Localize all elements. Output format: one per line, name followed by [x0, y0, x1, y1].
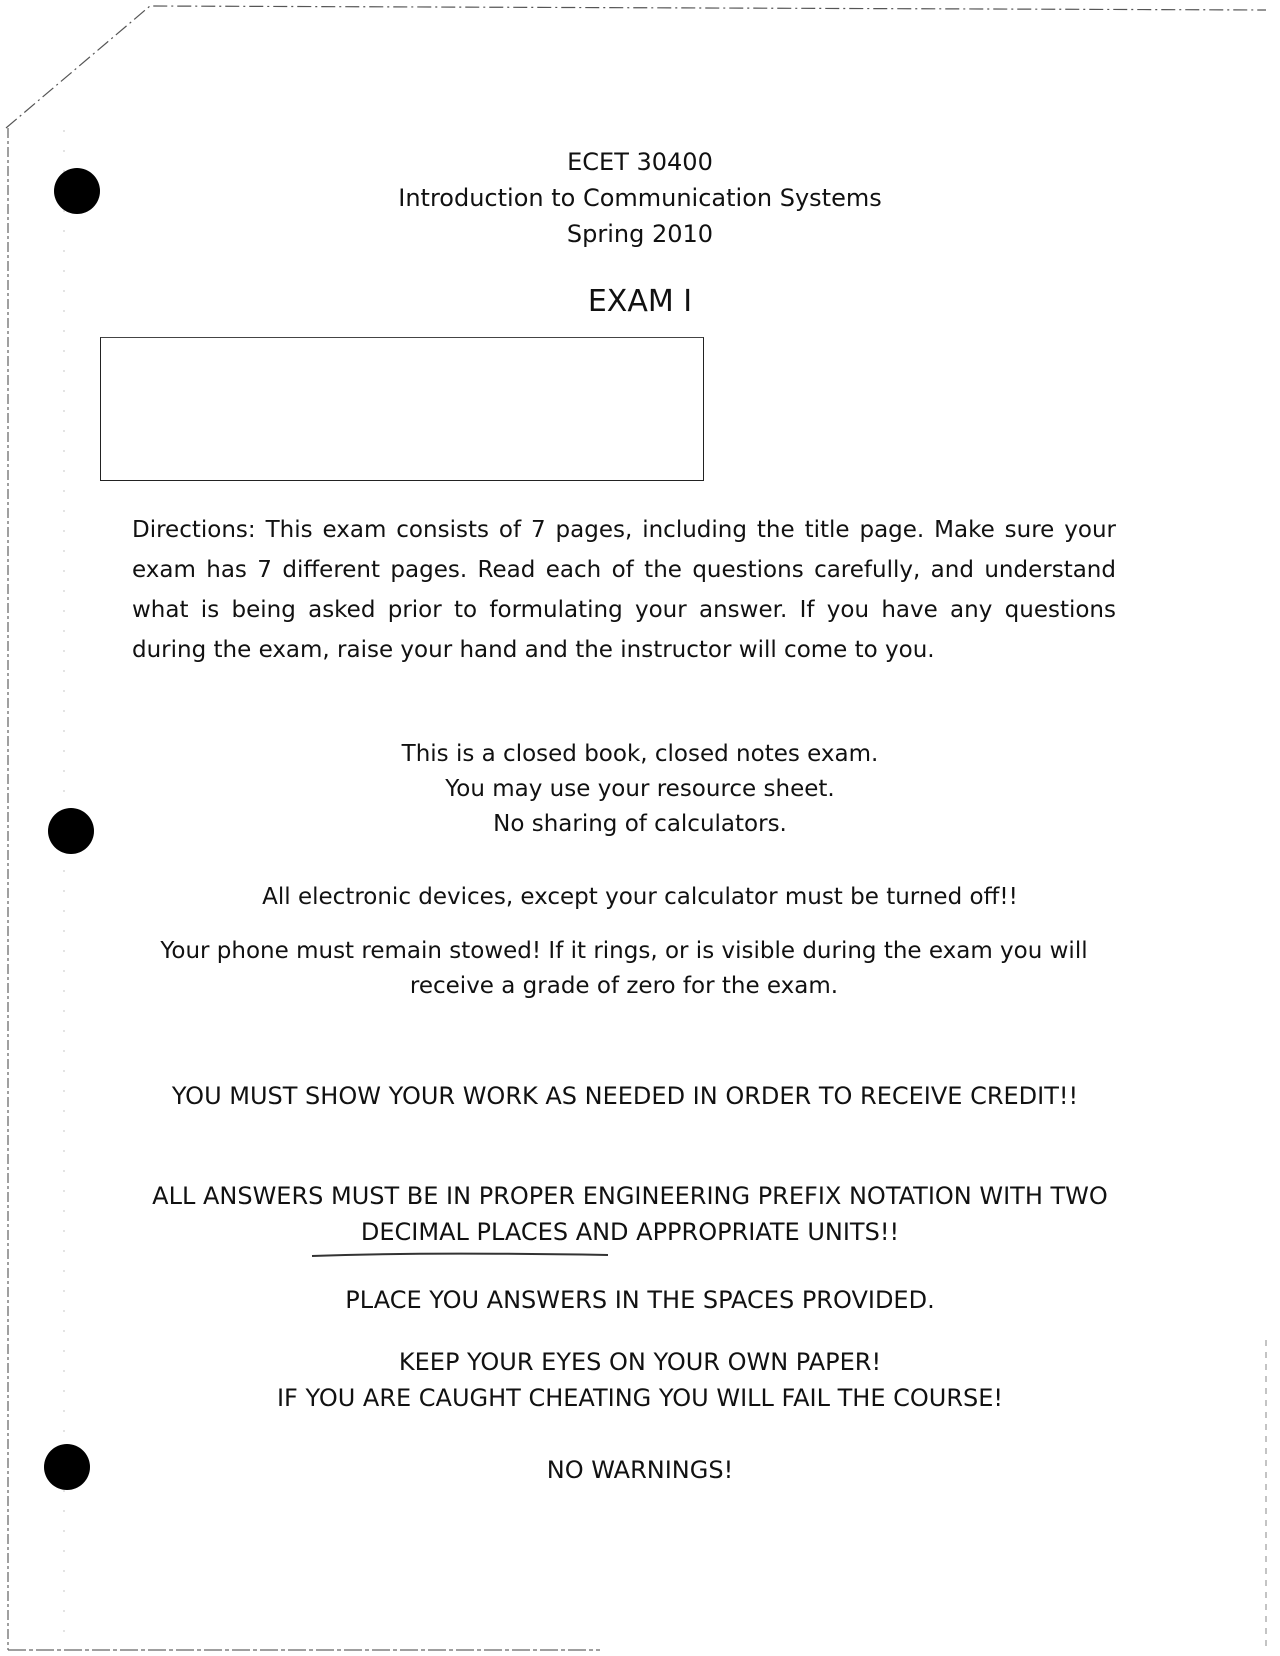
- calculator-rule: No sharing of calculators.: [493, 811, 787, 837]
- no-warnings-rule: NO WARNINGS!: [546, 1456, 734, 1484]
- name-entry-box[interactable]: [100, 337, 704, 481]
- closed-book-rule: This is a closed book, closed notes exam.: [401, 741, 879, 767]
- show-work-rule: YOU MUST SHOW YOUR WORK AS NEEDED IN ORDER TO RECEIVE CREDIT!!: [171, 1082, 1079, 1110]
- resource-sheet-rule: You may use your resource sheet.: [445, 776, 835, 802]
- exam-term: Spring 2010: [566, 220, 714, 248]
- phone-rule: Your phone must remain stowed! If it rings, or is visible during the exam you will receive a grade of zero for the exam.: [160, 938, 1088, 999]
- electronic-devices-rule: All electronic devices, except your calculator must be turned off!!: [262, 884, 1018, 910]
- exam-title: EXAM I: [587, 284, 693, 319]
- place-answers-rule: PLACE YOU ANSWERS IN THE SPACES PROVIDED.: [345, 1286, 935, 1314]
- eyes-rule: KEEP YOUR EYES ON YOUR OWN PAPER!: [398, 1348, 882, 1376]
- cheating-rule: IF YOU ARE CAUGHT CHEATING YOU WILL FAIL THE COURSE!: [276, 1384, 1004, 1412]
- notation-rule: ALL ANSWERS MUST BE IN PROPER ENGINEERING PREFIX NOTATION WITH TWO DECIMAL PLACES AND APPROPRIATE UNITS!!: [152, 1182, 1108, 1246]
- handwritten-underline: [310, 1252, 610, 1258]
- course-code: ECET 30400: [567, 148, 713, 176]
- course-title: Introduction to Communication Systems: [398, 184, 882, 212]
- exam-directions: Directions: This exam consists of 7 pages, including the title page. Make sure your exam has 7 different pages. Read each of the questions carefully, and understand what is being asked prior to formulating your answer. If you have any questions during the exam, raise your hand and the instructor will come to you.: [132, 517, 1116, 663]
